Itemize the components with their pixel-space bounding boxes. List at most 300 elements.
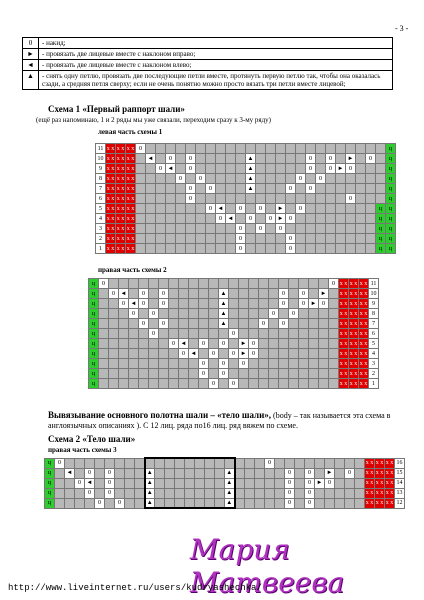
chart-cell: ц bbox=[45, 488, 55, 498]
chart-cell bbox=[249, 309, 259, 319]
chart-cell bbox=[286, 144, 296, 154]
chart-cell bbox=[335, 458, 345, 468]
chart-cell bbox=[306, 224, 316, 234]
chart-cell bbox=[329, 319, 339, 329]
chart-cell bbox=[226, 194, 236, 204]
chart-cell: х х bbox=[349, 290, 358, 297]
chart-cell bbox=[65, 488, 75, 498]
chart-cell bbox=[296, 144, 306, 154]
chart-cell bbox=[136, 154, 146, 164]
source-url: http://www.liveinternet.ru/users/kudryashechka/ bbox=[8, 583, 262, 593]
chart-cell bbox=[296, 214, 306, 224]
chart-cell: 0 bbox=[85, 488, 95, 498]
chart-cell bbox=[115, 458, 125, 468]
chart-cell: 0 bbox=[256, 224, 266, 234]
chart-cell bbox=[366, 144, 376, 154]
chart-cell bbox=[146, 244, 156, 254]
right-triangle-icon: ► bbox=[23, 49, 39, 60]
chart-cell: 0 bbox=[139, 289, 149, 299]
chart-cell bbox=[179, 379, 189, 389]
chart-cell: 0 bbox=[249, 339, 259, 349]
chart-cell: ◄ bbox=[129, 299, 139, 309]
chart-cell: 0 bbox=[99, 279, 109, 289]
chart-cell bbox=[269, 379, 279, 389]
chart-cell bbox=[325, 488, 335, 498]
chart-cell: ► bbox=[239, 339, 249, 349]
chart-cell bbox=[179, 299, 189, 309]
chart-cell bbox=[245, 468, 255, 478]
chart-cell bbox=[256, 214, 266, 224]
chart-cell bbox=[226, 154, 236, 164]
chart-cell bbox=[216, 224, 226, 234]
chart-cell bbox=[275, 488, 285, 498]
chart-cell bbox=[266, 234, 276, 244]
chart-cell bbox=[309, 279, 319, 289]
chart-cell bbox=[315, 458, 325, 468]
chart-cell bbox=[309, 319, 319, 329]
chart-cell bbox=[246, 194, 256, 204]
chart-cell bbox=[366, 244, 376, 254]
chart-cell bbox=[159, 279, 169, 289]
row-number: 13 bbox=[396, 490, 403, 496]
chart-cell bbox=[156, 224, 166, 234]
chart-cell: х х bbox=[359, 290, 368, 297]
chart-cell bbox=[356, 184, 366, 194]
legend-description: - провязать две лицевые вместе с наклоном вправо; bbox=[39, 49, 393, 60]
chart-cell bbox=[99, 339, 109, 349]
chart-cell bbox=[346, 234, 356, 244]
chart-cell bbox=[156, 234, 166, 244]
chart-cell: ▲ bbox=[246, 154, 256, 164]
row-number: 12 bbox=[396, 500, 403, 506]
chart-cell bbox=[326, 144, 336, 154]
chart-cell bbox=[209, 329, 219, 339]
chart-cell: 0 bbox=[159, 319, 169, 329]
chart-cell bbox=[95, 488, 105, 498]
chart-cell bbox=[236, 184, 246, 194]
chart-cell bbox=[145, 458, 155, 468]
chart-cell bbox=[366, 204, 376, 214]
chart-cell bbox=[209, 299, 219, 309]
chart-cell bbox=[205, 468, 215, 478]
legend-description: - снять одну петлю, провязать две последующие петли вместе, протянуть первую петлю так, чтобы она оказалась сзади, а средняя петля сверху; если не очень понятно можно просто вязать три петли вместе лицевой; bbox=[39, 71, 393, 90]
chart-cell bbox=[156, 204, 166, 214]
chart-cell bbox=[105, 458, 115, 468]
chart-cell bbox=[226, 164, 236, 174]
chart-row bbox=[96, 214, 396, 224]
chart-cell: х х bbox=[116, 145, 125, 152]
chart-cell: х х bbox=[339, 350, 348, 357]
chart-cell: х х bbox=[126, 175, 135, 182]
chart-cell bbox=[286, 204, 296, 214]
chart-cell bbox=[65, 458, 75, 468]
chart-cell bbox=[156, 174, 166, 184]
row-number: 7 bbox=[369, 319, 379, 329]
chart-cell: х х bbox=[126, 185, 135, 192]
chart-cell bbox=[139, 279, 149, 289]
chart-cell: х х bbox=[365, 500, 374, 506]
chart-cell bbox=[266, 184, 276, 194]
chart-cell: 0 bbox=[329, 279, 339, 289]
chart-cell: х х bbox=[349, 370, 358, 377]
chart-row bbox=[45, 488, 405, 498]
chart-cell bbox=[249, 289, 259, 299]
chart-cell bbox=[159, 359, 169, 369]
chart-cell bbox=[296, 194, 306, 204]
chart-cell: х х bbox=[116, 225, 125, 232]
chart-cell bbox=[336, 244, 346, 254]
chart-cell bbox=[246, 224, 256, 234]
chart-cell bbox=[115, 478, 125, 488]
chart-cell bbox=[165, 468, 175, 478]
chart-cell bbox=[75, 498, 85, 508]
chart-cell: х х bbox=[385, 500, 394, 506]
chart-cell bbox=[206, 214, 216, 224]
legend-description: - провязать две лицевые вместе с наклоном влево; bbox=[39, 60, 393, 71]
chart-cell: ▲ bbox=[225, 478, 235, 488]
chart-cell: ◄ bbox=[179, 339, 189, 349]
chart-cell: ц bbox=[376, 244, 386, 254]
chart-cell bbox=[235, 478, 245, 488]
chart-cell: 0 bbox=[176, 174, 186, 184]
chart-cell bbox=[326, 204, 336, 214]
chart-cell bbox=[175, 458, 185, 468]
chart-cell: 0 bbox=[256, 204, 266, 214]
chart-cell bbox=[156, 194, 166, 204]
chart-row bbox=[45, 478, 405, 488]
chart-cell bbox=[299, 379, 309, 389]
left-triangle-icon: ◄ bbox=[23, 60, 39, 71]
chart-cell bbox=[276, 144, 286, 154]
chart-cell bbox=[309, 369, 319, 379]
chart-cell bbox=[215, 498, 225, 508]
chart-cell: 0 bbox=[286, 244, 296, 254]
chart-cell bbox=[235, 468, 245, 478]
chart-cell: ► bbox=[319, 289, 329, 299]
chart-cell: ▲ bbox=[219, 319, 229, 329]
chart-cell bbox=[355, 488, 365, 498]
chart-cell: 0 bbox=[136, 144, 146, 154]
chart-cell bbox=[125, 458, 135, 468]
chart-row bbox=[96, 224, 396, 234]
chart-cell bbox=[99, 299, 109, 309]
chart-cell: ▲ bbox=[246, 174, 256, 184]
chart-cell: ◄ bbox=[166, 164, 176, 174]
chart-cell: х х bbox=[339, 330, 348, 337]
chart-cell: 0 bbox=[346, 194, 356, 204]
chart-cell: ц bbox=[386, 154, 396, 164]
chart-cell: х х bbox=[116, 245, 125, 252]
chart-cell bbox=[355, 478, 365, 488]
chart-cell bbox=[149, 279, 159, 289]
body-section-text bbox=[48, 410, 393, 431]
chart-cell bbox=[189, 289, 199, 299]
chart-cell bbox=[136, 234, 146, 244]
row-number: 8 bbox=[96, 174, 106, 184]
chart-cell bbox=[299, 329, 309, 339]
chart-cell bbox=[189, 359, 199, 369]
chart-cell bbox=[229, 309, 239, 319]
chart-cell bbox=[196, 224, 206, 234]
chart-cell bbox=[95, 458, 105, 468]
chart-cell bbox=[265, 478, 275, 488]
chart-cell bbox=[166, 224, 176, 234]
chart-cell bbox=[239, 379, 249, 389]
chart-cell bbox=[276, 244, 286, 254]
chart-cell bbox=[209, 339, 219, 349]
chart-cell bbox=[206, 174, 216, 184]
chart-cell bbox=[376, 174, 386, 184]
chart-cell: х х bbox=[339, 370, 348, 377]
chart-cell bbox=[196, 244, 206, 254]
chart-cell bbox=[309, 309, 319, 319]
row-number: 7 bbox=[96, 184, 106, 194]
chart-cell: х х bbox=[359, 340, 368, 347]
chart-cell bbox=[276, 234, 286, 244]
chart-cell bbox=[326, 244, 336, 254]
chart-cell: х х bbox=[385, 480, 394, 486]
chart-cell bbox=[335, 488, 345, 498]
chart-cell: х х bbox=[106, 145, 115, 152]
chart-cell: 0 bbox=[285, 478, 295, 488]
chart-cell bbox=[266, 174, 276, 184]
chart-cell bbox=[99, 359, 109, 369]
chart-cell bbox=[289, 359, 299, 369]
chart-cell bbox=[189, 369, 199, 379]
chart-cell bbox=[315, 468, 325, 478]
chart-cell bbox=[289, 379, 299, 389]
chart-cell: 0 bbox=[95, 498, 105, 508]
chart-cell: х х bbox=[106, 245, 115, 252]
chart-cell bbox=[115, 468, 125, 478]
chart-row bbox=[96, 184, 396, 194]
chart-cell: ц bbox=[89, 329, 99, 339]
symbol-legend-table bbox=[22, 37, 393, 90]
chart-cell bbox=[299, 279, 309, 289]
chart-row bbox=[89, 299, 379, 309]
chart-cell: 0 bbox=[289, 309, 299, 319]
chart-cell bbox=[166, 244, 176, 254]
chart-cell bbox=[346, 244, 356, 254]
chart-cell bbox=[355, 468, 365, 478]
chart-cell bbox=[206, 144, 216, 154]
chart-cell bbox=[199, 319, 209, 329]
chart-cell bbox=[269, 319, 279, 329]
chart-cell: х х bbox=[385, 460, 394, 466]
legend-row bbox=[23, 38, 393, 49]
chart-cell bbox=[356, 164, 366, 174]
chart-cell bbox=[329, 329, 339, 339]
chart-cell bbox=[176, 224, 186, 234]
chart-cell bbox=[306, 244, 316, 254]
chart-cell bbox=[186, 214, 196, 224]
legend-row bbox=[23, 49, 393, 60]
chart-cell bbox=[135, 468, 145, 478]
chart-cell: 0 bbox=[169, 339, 179, 349]
row-number: 11 bbox=[369, 279, 379, 289]
chart-cell bbox=[306, 204, 316, 214]
chart-cell bbox=[109, 339, 119, 349]
chart-cell bbox=[109, 309, 119, 319]
chart-cell bbox=[179, 329, 189, 339]
chart-cell: 0 bbox=[286, 234, 296, 244]
row-number: 11 bbox=[96, 144, 106, 154]
chart-cell bbox=[356, 194, 366, 204]
chart-cell bbox=[139, 359, 149, 369]
chart-cell bbox=[275, 458, 285, 468]
chart-cell: 0 bbox=[325, 478, 335, 488]
chart-cell: 0 bbox=[236, 204, 246, 214]
chart-cell bbox=[259, 299, 269, 309]
chart-cell bbox=[149, 379, 159, 389]
chart-cell bbox=[289, 329, 299, 339]
chart-cell bbox=[289, 299, 299, 309]
chart-cell bbox=[146, 204, 156, 214]
chart-cell bbox=[376, 194, 386, 204]
knitting-chart-left bbox=[95, 143, 396, 254]
chart-cell: х х bbox=[126, 215, 135, 222]
chart-cell bbox=[296, 154, 306, 164]
chart-cell: 0 bbox=[206, 184, 216, 194]
chart-cell bbox=[316, 224, 326, 234]
chart-cell bbox=[296, 244, 306, 254]
chart-cell: х х bbox=[339, 300, 348, 307]
chart-cell: 0 bbox=[285, 468, 295, 478]
chart-cell: ц bbox=[89, 369, 99, 379]
chart-cell: 0 bbox=[236, 234, 246, 244]
chart-cell: х х bbox=[375, 480, 384, 486]
chart-cell: ц bbox=[89, 309, 99, 319]
chart-cell bbox=[245, 488, 255, 498]
knitting-chart-body bbox=[44, 457, 405, 509]
chart-cell: ц bbox=[45, 498, 55, 508]
chart-cell bbox=[296, 184, 306, 194]
chart-cell bbox=[209, 289, 219, 299]
chart-cell: х х bbox=[359, 330, 368, 337]
chart-row bbox=[96, 174, 396, 184]
chart-cell: 0 bbox=[186, 154, 196, 164]
chart-cell bbox=[346, 204, 356, 214]
chart-cell bbox=[236, 174, 246, 184]
chart-cell: 0 bbox=[139, 299, 149, 309]
chart-cell: ▲ bbox=[225, 488, 235, 498]
chart-cell bbox=[176, 144, 186, 154]
chart-cell bbox=[166, 144, 176, 154]
chart-row bbox=[96, 234, 396, 244]
chart-cell: х х bbox=[106, 155, 115, 162]
chart-cell bbox=[309, 349, 319, 359]
chart-cell bbox=[159, 329, 169, 339]
chart-cell: х х bbox=[359, 320, 368, 327]
chart-cell bbox=[336, 184, 346, 194]
chart-cell bbox=[225, 458, 235, 468]
chart-cell bbox=[179, 319, 189, 329]
chart-cell bbox=[309, 379, 319, 389]
chart-cell bbox=[356, 174, 366, 184]
chart-cell bbox=[249, 329, 259, 339]
chart-cell bbox=[356, 204, 366, 214]
chart-cell: х х bbox=[349, 360, 358, 367]
chart-cell bbox=[55, 468, 65, 478]
scheme1-right-title: правая часть схемы 2 bbox=[98, 266, 167, 274]
chart-cell bbox=[326, 184, 336, 194]
chart-cell bbox=[299, 319, 309, 329]
chart-cell bbox=[189, 329, 199, 339]
chart-cell: 0 bbox=[85, 468, 95, 478]
chart-cell: 0 bbox=[105, 468, 115, 478]
chart-cell bbox=[206, 164, 216, 174]
chart-cell bbox=[136, 184, 146, 194]
chart-cell bbox=[99, 319, 109, 329]
chart-cell: ц bbox=[89, 349, 99, 359]
chart-cell: х х bbox=[359, 360, 368, 367]
chart-cell bbox=[319, 319, 329, 329]
chart-cell bbox=[136, 224, 146, 234]
chart-cell bbox=[169, 379, 179, 389]
chart-cell bbox=[249, 359, 259, 369]
chart-cell bbox=[175, 498, 185, 508]
chart-cell: ц bbox=[386, 174, 396, 184]
chart-cell bbox=[239, 289, 249, 299]
chart-cell: ► bbox=[276, 214, 286, 224]
chart-cell: 0 bbox=[286, 184, 296, 194]
chart-cell bbox=[109, 299, 119, 309]
chart-cell bbox=[219, 279, 229, 289]
chart-cell bbox=[316, 244, 326, 254]
chart-cell: ц bbox=[386, 184, 396, 194]
row-number: 1 bbox=[96, 244, 106, 254]
chart-cell bbox=[245, 498, 255, 508]
scheme1-title: Схема 1 «Первый раппорт шали» bbox=[48, 104, 185, 114]
chart-cell bbox=[169, 319, 179, 329]
up-triangle-icon: ▲ bbox=[23, 71, 39, 90]
chart-cell bbox=[269, 289, 279, 299]
chart-cell bbox=[159, 309, 169, 319]
chart-cell bbox=[119, 349, 129, 359]
chart-cell bbox=[366, 164, 376, 174]
chart-row bbox=[45, 458, 405, 468]
body-section-title: Вывязывание основного полотна шали – «тело шали», bbox=[48, 410, 272, 420]
chart-cell: ц bbox=[89, 279, 99, 289]
chart-cell bbox=[279, 279, 289, 289]
chart-cell: 0 bbox=[149, 309, 159, 319]
row-number: 2 bbox=[96, 234, 106, 244]
chart-cell bbox=[196, 144, 206, 154]
chart-cell bbox=[216, 154, 226, 164]
chart-cell: ▲ bbox=[246, 164, 256, 174]
chart-cell bbox=[169, 329, 179, 339]
chart-cell bbox=[185, 498, 195, 508]
chart-cell bbox=[199, 279, 209, 289]
chart-cell bbox=[336, 204, 346, 214]
chart-cell: х х bbox=[365, 490, 374, 496]
chart-cell: ▲ bbox=[145, 478, 155, 488]
chart-cell bbox=[355, 498, 365, 508]
chart-cell bbox=[129, 349, 139, 359]
chart-cell bbox=[189, 319, 199, 329]
chart-cell: ▲ bbox=[219, 309, 229, 319]
chart-cell bbox=[129, 379, 139, 389]
chart-cell bbox=[306, 174, 316, 184]
chart-cell bbox=[239, 319, 249, 329]
chart-cell: х х bbox=[339, 340, 348, 347]
chart-cell: 0 bbox=[299, 299, 309, 309]
row-number: 16 bbox=[396, 460, 403, 466]
chart-cell bbox=[209, 319, 219, 329]
chart-cell bbox=[99, 379, 109, 389]
chart-cell bbox=[186, 224, 196, 234]
chart-cell: х х bbox=[359, 380, 368, 387]
